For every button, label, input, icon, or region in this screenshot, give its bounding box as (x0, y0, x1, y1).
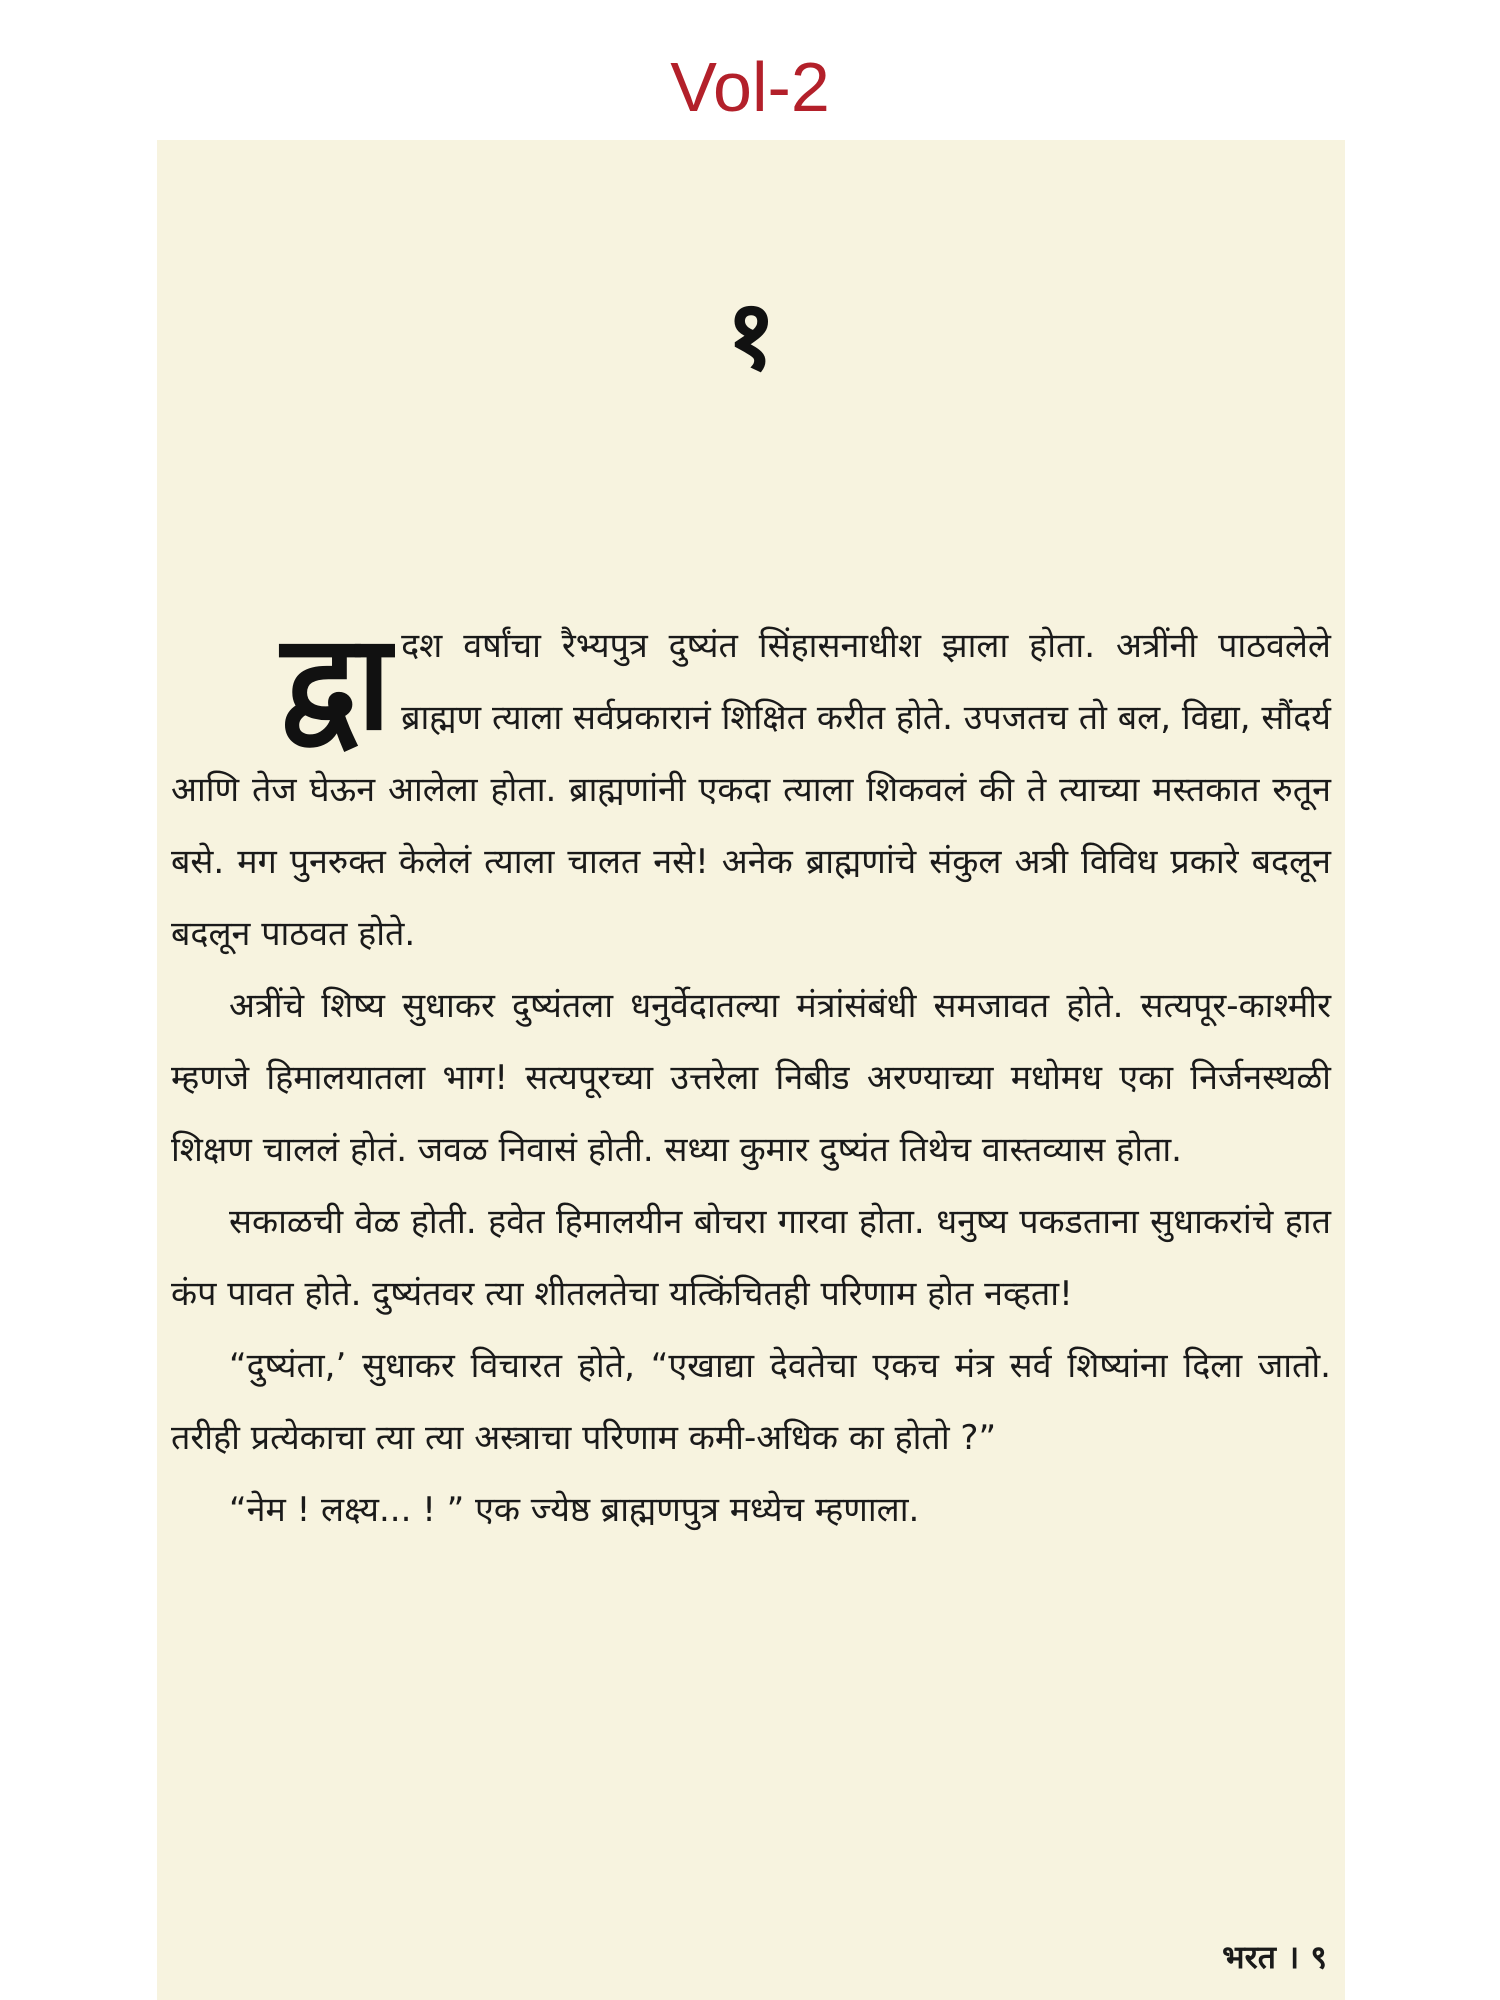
chapter-number: १ (726, 278, 776, 391)
paragraph-2: अत्रींचे शिष्य सुधाकर दुष्यंतला धनुर्वेदातल्या मंत्रांसंबंधी समजावत होते. सत्यपूर-काश्मीर म्हणजे हिमालयातला भाग! सत्यपूरच्या उत्तरेला निबीड अरण्याच्या मधोमध एका निर्जनस्थळी शिक्षण चाललं होतं. जवळ निवासं होती. सध्या कुमार दुष्यंत तिथेच वास्तव्यास होता. (171, 986, 1331, 1170)
drop-cap: द्वा (281, 605, 392, 760)
page-folio: भरत । ९ (1222, 1938, 1327, 1976)
body-text (171, 605, 1331, 1546)
volume-label: Vol-2 (670, 48, 830, 126)
paragraph-5: “नेम ! लक्ष्य... ! ” एक ज्येष्ठ ब्राह्मणपुत्र मध्येच म्हणाला. (229, 1490, 920, 1530)
paragraph-4: “दुष्यंता,’ सुधाकर विचारत होते, “एखाद्या देवतेचा एकच मंत्र सर्व शिष्यांना दिला जातो. तरीही प्रत्येकाचा त्या त्या अस्त्राचा परिणाम कमी-अधिक का होतो ?” (171, 1346, 1331, 1458)
paragraph-1-text: दश वर्षांचा रैभ्यपुत्र दुष्यंत सिंहासनाधीश झाला होता. अत्रींनी पाठवलेले ब्राह्मण त्याला सर्वप्रकारानं शिक्षित करीत होते. उपजतच तो बल, विद्या, सौंदर्य आणि तेज घेऊन आलेला होता. ब्राह्मणांनी एकदा त्याला शिकवलं की ते त्याच्या मस्तकात रुतून बसे. मग पुनरुक्त केलेलं त्याला चालत नसे! अनेक ब्राह्मणांचे संकुल अत्री विविध प्रकारे बदलून बदलून पाठवत होते. (171, 626, 1331, 954)
book-page (157, 140, 1345, 2000)
paragraph-1 (171, 605, 1331, 970)
paragraph-3: सकाळची वेळ होती. हवेत हिमालयीन बोचरा गारवा होता. धनुष्य पकडताना सुधाकरांचे हात कंप पावत होते. दुष्यंतवर त्या शीतलतेचा यत्किंचितही परिणाम होत नव्हता! (171, 1202, 1331, 1314)
